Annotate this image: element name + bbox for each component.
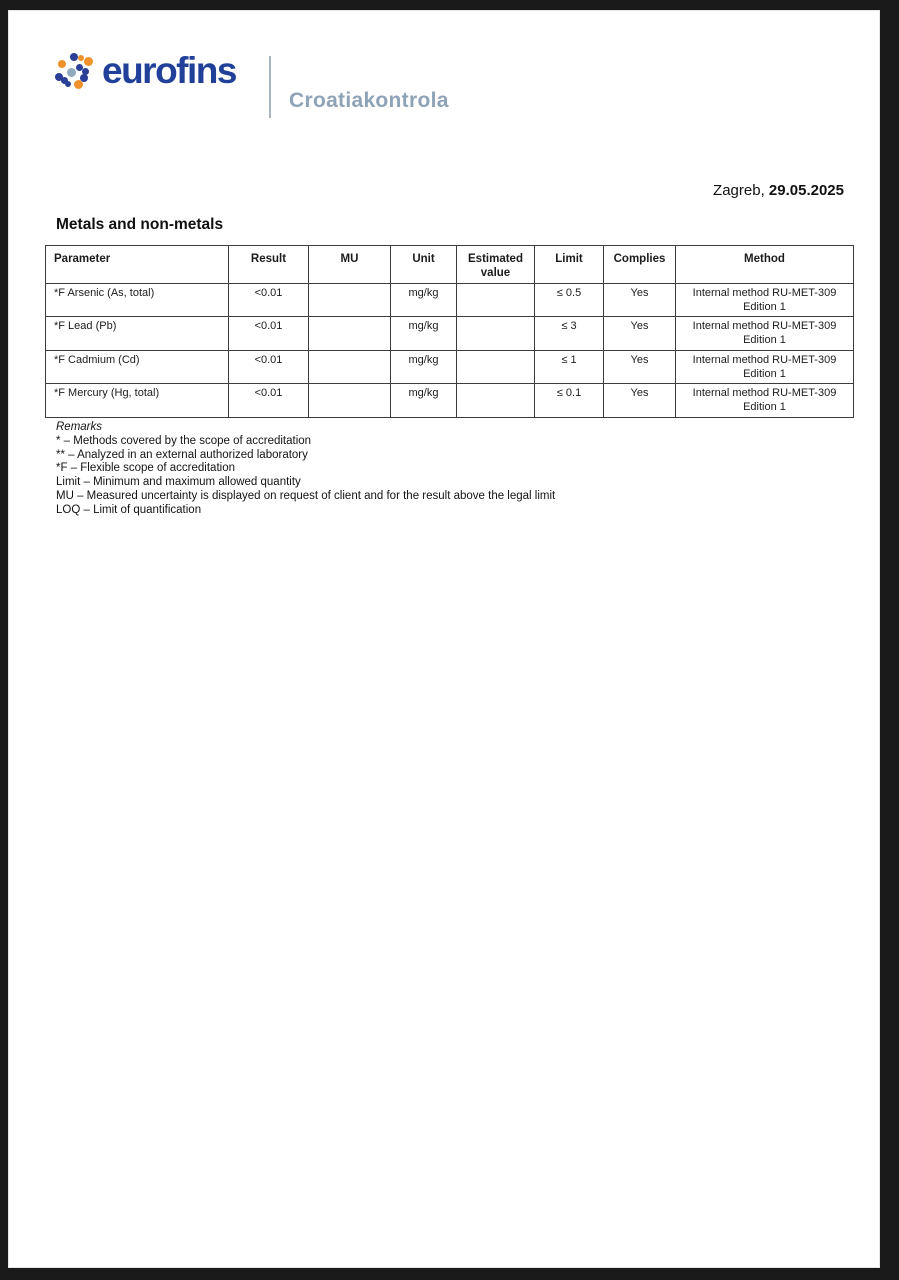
column-header-parameter: Parameter xyxy=(46,246,229,284)
brand-wordmark: eurofins xyxy=(102,50,236,91)
cell-result: <0.01 xyxy=(229,283,309,317)
cell-method: Internal method RU-MET-309 Edition 1 xyxy=(676,317,854,351)
cell-parameter: *F Lead (Pb) xyxy=(46,317,229,351)
cell-mu xyxy=(309,283,391,317)
cell-estimated-value xyxy=(457,317,535,351)
results-table-header xyxy=(46,246,854,284)
cell-method: Internal method RU-MET-309 Edition 1 xyxy=(676,283,854,317)
cell-parameter: *F Cadmium (Cd) xyxy=(46,350,229,384)
cell-estimated-value xyxy=(457,350,535,384)
results-table xyxy=(45,245,854,418)
column-header-limit: Limit xyxy=(535,246,604,284)
dateline-date: 29.05.2025 xyxy=(768,182,844,199)
cell-limit: ≤ 3 xyxy=(535,317,604,351)
remark-line-flexible-scope: *F – Flexible scope of accreditation xyxy=(56,462,235,475)
cell-method: Internal method RU-MET-309 Edition 1 xyxy=(676,350,854,384)
cell-result: <0.01 xyxy=(229,317,309,351)
remark-line-limit: Limit – Minimum and maximum allowed quantity xyxy=(56,476,301,489)
results-table-body xyxy=(46,283,854,417)
column-header-estimated-value: Estimated value xyxy=(457,246,535,284)
remark-line-loq: LOQ – Limit of quantification xyxy=(56,503,202,516)
cell-estimated-value xyxy=(457,384,535,418)
cell-limit: ≤ 0.5 xyxy=(535,283,604,317)
cell-parameter: *F Arsenic (As, total) xyxy=(46,283,229,317)
table-row-cadmium xyxy=(46,350,854,384)
table-row-lead xyxy=(46,317,854,351)
cell-unit: mg/kg xyxy=(391,384,457,418)
cell-unit: mg/kg xyxy=(391,350,457,384)
remark-line-external-lab: ** – Analyzed in an external authorized laboratory xyxy=(56,448,308,461)
cell-method: Internal method RU-MET-309 Edition 1 xyxy=(676,384,854,418)
eurofins-logo-mark-icon xyxy=(48,48,100,98)
cell-limit: ≤ 0.1 xyxy=(535,384,604,418)
table-header-row xyxy=(46,246,854,284)
column-header-method: Method xyxy=(676,246,854,284)
column-header-complies: Complies xyxy=(604,246,676,284)
remark-line-accreditation: * – Methods covered by the scope of accreditation xyxy=(56,434,312,447)
dateline xyxy=(713,182,844,199)
cell-result: <0.01 xyxy=(229,384,309,418)
division-wordmark: Croatiakontrola xyxy=(289,89,449,112)
cell-mu xyxy=(309,317,391,351)
cell-complies: Yes xyxy=(604,317,676,351)
remarks-title: Remarks xyxy=(56,421,103,433)
cell-limit: ≤ 1 xyxy=(535,350,604,384)
cell-estimated-value xyxy=(457,283,535,317)
report-page xyxy=(8,10,880,1268)
cell-unit: mg/kg xyxy=(391,317,457,351)
cell-parameter: *F Mercury (Hg, total) xyxy=(46,384,229,418)
column-header-unit: Unit xyxy=(391,246,457,284)
column-header-result: Result xyxy=(229,246,309,284)
section-title: Metals and non-metals xyxy=(56,216,224,233)
cell-complies: Yes xyxy=(604,283,676,317)
dateline-city: Zagreb, xyxy=(713,182,765,199)
remarks-section xyxy=(56,421,555,518)
logo-divider xyxy=(269,56,271,118)
cell-unit: mg/kg xyxy=(391,283,457,317)
cell-complies: Yes xyxy=(604,350,676,384)
column-header-mu: MU xyxy=(309,246,391,284)
cell-mu xyxy=(309,384,391,418)
cell-mu xyxy=(309,350,391,384)
table-row-arsenic xyxy=(46,283,854,317)
remark-line-mu: MU – Measured uncertainty is displayed on request of client and for the result above the legal limit xyxy=(56,489,556,502)
cell-complies: Yes xyxy=(604,384,676,418)
table-row-mercury xyxy=(46,384,854,418)
cell-result: <0.01 xyxy=(229,350,309,384)
